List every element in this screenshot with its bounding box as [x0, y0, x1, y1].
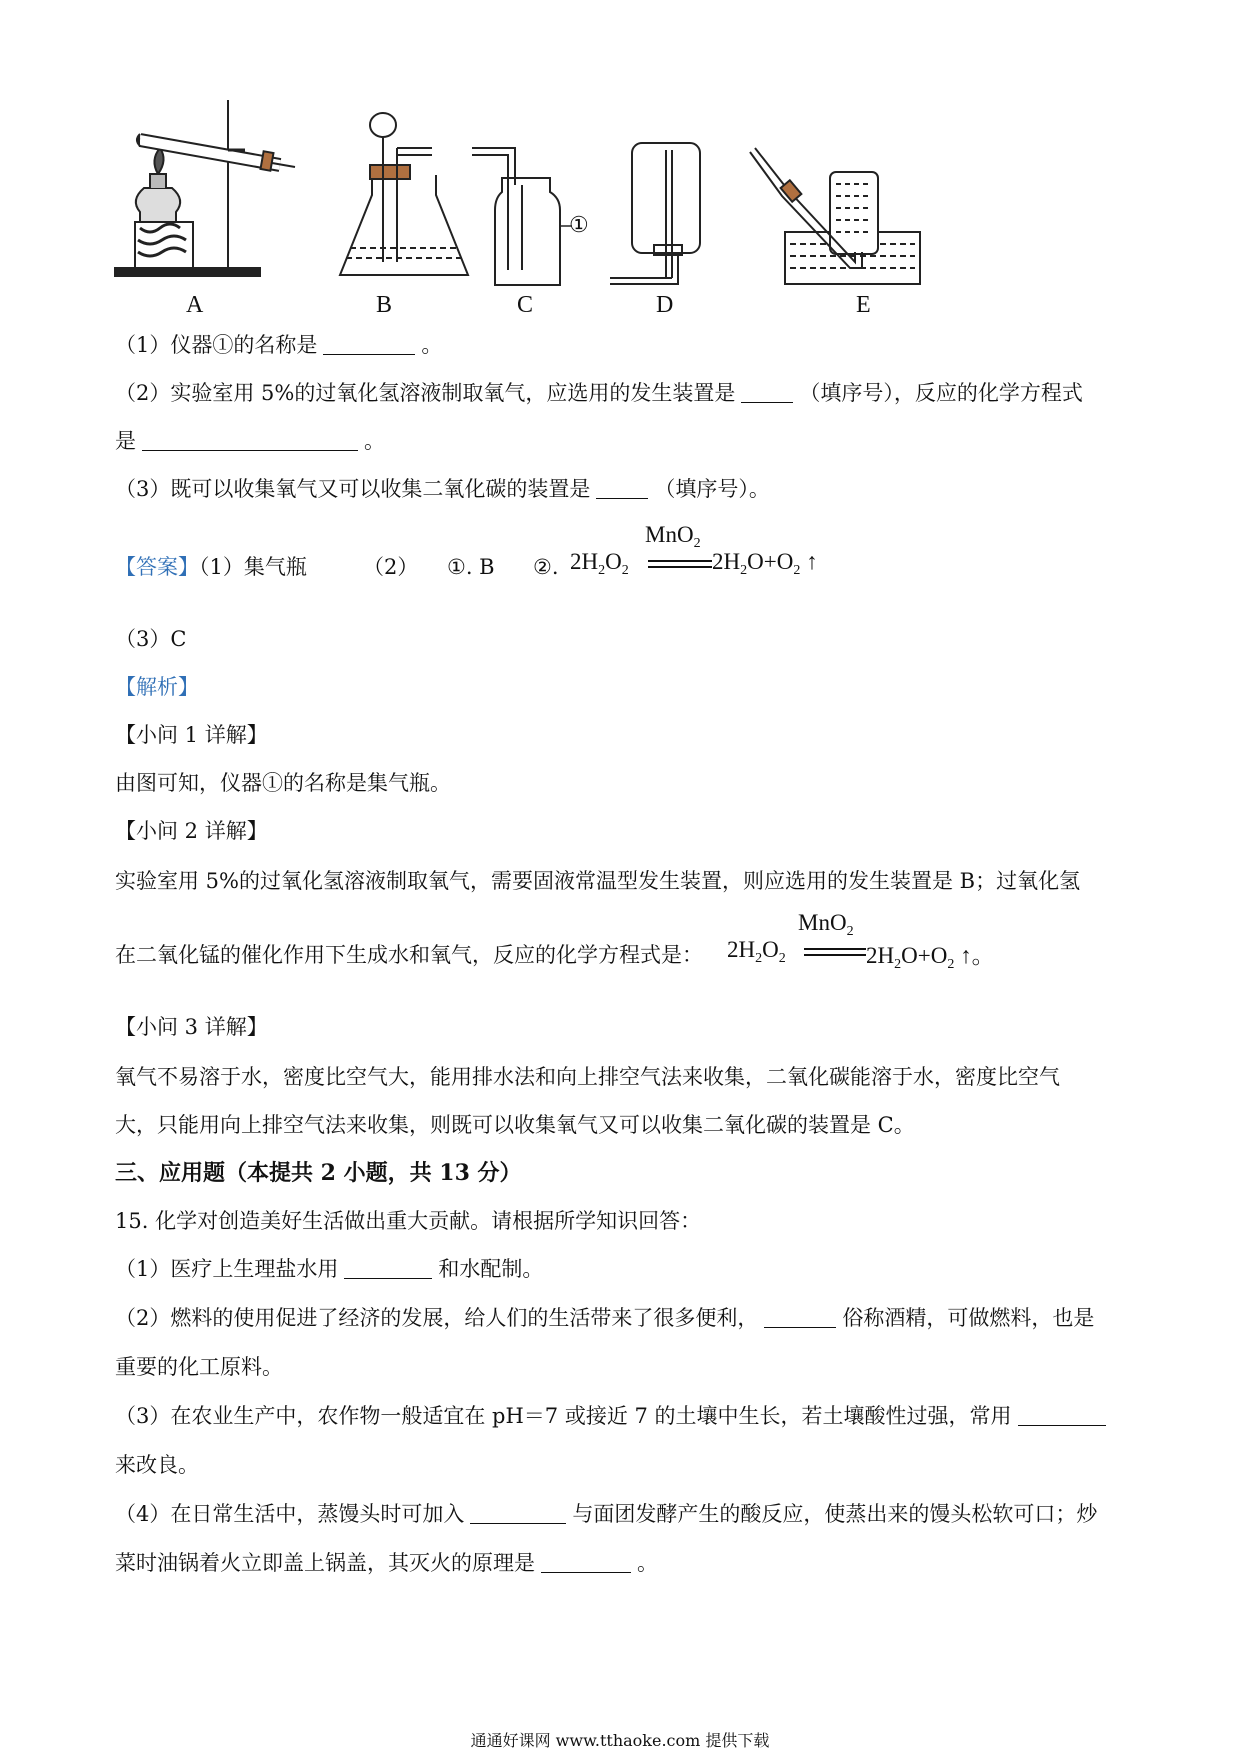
analysis-paragraph-2-line2: 在二氧化锰的催化作用下生成水和氧气，反应的化学方程式是： [115, 943, 703, 967]
analysis-heading-3: 【小问 3 详解】 [115, 1015, 268, 1039]
label-c: C [517, 292, 534, 318]
q15-item-1: （1）医疗上生理盐水用 和水配制。 [115, 1257, 544, 1281]
eq1-catalyst: MnO$_2$ [645, 522, 701, 551]
eq2-reactant: $2H_2O_2$ [727, 937, 786, 966]
q14-blank-3[interactable] [142, 430, 358, 451]
analysis-paragraph-1: 由图可知，仪器①的名称是集气瓶。 [115, 771, 451, 795]
eq2-products: $2H_2O+O_2$ ↑。 [866, 943, 995, 972]
section-3-title: 三、应用题（本提共 2 小题，共 13 分） [115, 1160, 522, 1186]
q14-item-2-line2: 是 。 [115, 429, 385, 453]
label-a: A [186, 292, 204, 318]
q14-item-3: （3）既可以收集氧气又可以收集二氧化碳的装置是 （填序号）。 [115, 477, 770, 501]
answer-2b: ②. [533, 555, 559, 579]
q14-blank-1[interactable] [323, 334, 415, 355]
q14-blank-2[interactable] [741, 382, 793, 403]
label-d: D [656, 292, 674, 318]
eq1-products: $2H_2O+O_2$ ↑ [712, 549, 818, 578]
q15-item-4-line2: 菜时油锅着火立即盖上锅盖，其灭火的原理是 。 [115, 1551, 658, 1575]
eq1-reactant: $2H_2O_2$ [570, 549, 629, 578]
eq2-catalyst: MnO$_2$ [798, 910, 854, 939]
q15-item-4-line1: （4）在日常生活中，蒸馒头时可加入 与面团发酵产生的酸反应，使蒸出来的馒头松软可口；炒 [115, 1502, 1098, 1526]
page-footer: 通通好课网 www.tthaoke.com 提供下载 [470, 1731, 770, 1750]
analysis-heading-2: 【小问 2 详解】 [115, 819, 268, 843]
answer-2-label: （2） [363, 555, 419, 579]
q15-blank-2[interactable] [764, 1307, 836, 1328]
q14-blank-4[interactable] [596, 478, 648, 499]
q15-item-2-line1: （2）燃料的使用促进了经济的发展，给人们的生活带来了很多便利， 俗称酒精，可做燃料，也是 [115, 1306, 1095, 1330]
answer-1: （1）集气瓶 [199, 555, 307, 579]
label-b: B [376, 292, 393, 318]
analysis-paragraph-2-line1-real: 实验室用 5%的过氧化氢溶液制取氧气，需要固液常温型发生装置，则应选用的发生装置是 B；过氧化氢 [115, 866, 1080, 896]
marker-circled-1: ① [569, 213, 589, 238]
q15-blank-5[interactable] [541, 1552, 631, 1573]
analysis-heading-1: 【小问 1 详解】 [115, 723, 268, 747]
label-e: E [856, 292, 871, 318]
analysis-tag: 【解析】 [115, 675, 199, 699]
q14-item-2-line1: （2）实验室用 5%的过氧化氢溶液制取氧气，应选用的发生装置是 （填序号），反应的化学方程式 [115, 381, 1083, 405]
analysis-paragraph-3-line1: 氧气不易溶于水，密度比空气大，能用排水法和向上排空气法来收集，二氧化碳能溶于水，密度比空气 [115, 1065, 1060, 1089]
marker-leader [0, 0, 1240, 320]
answer-line [115, 552, 307, 582]
q15-item-3-line1: （3）在农业生产中，农作物一般适宜在 pH＝7 或接近 7 的土壤中生长，若土壤酸性过强，常用 [115, 1401, 1112, 1431]
eq1-equals-bar [648, 560, 712, 568]
answer-3: （3）C [115, 627, 187, 651]
q15-stem: 15. 化学对创造美好生活做出重大贡献。请根据所学知识回答： [115, 1209, 702, 1233]
q15-item-3-line2: 来改良。 [115, 1453, 199, 1477]
eq2-equals-bar [804, 948, 866, 956]
q15-blank-1[interactable] [344, 1258, 432, 1279]
answer-2a: ①. B [447, 555, 495, 579]
q15-item-2-line2: 重要的化工原料。 [115, 1355, 283, 1379]
answer-tag: 【答案】 [115, 555, 199, 579]
analysis-paragraph-3-line2: 大，只能用向上排空气法来收集，则既可以收集氧气又可以收集二氧化碳的装置是 C。 [115, 1113, 915, 1137]
q14-item-1: （1）仪器①的名称是 。 [115, 333, 443, 357]
q15-blank-4[interactable] [470, 1503, 566, 1524]
q15-blank-3[interactable] [1018, 1405, 1106, 1426]
